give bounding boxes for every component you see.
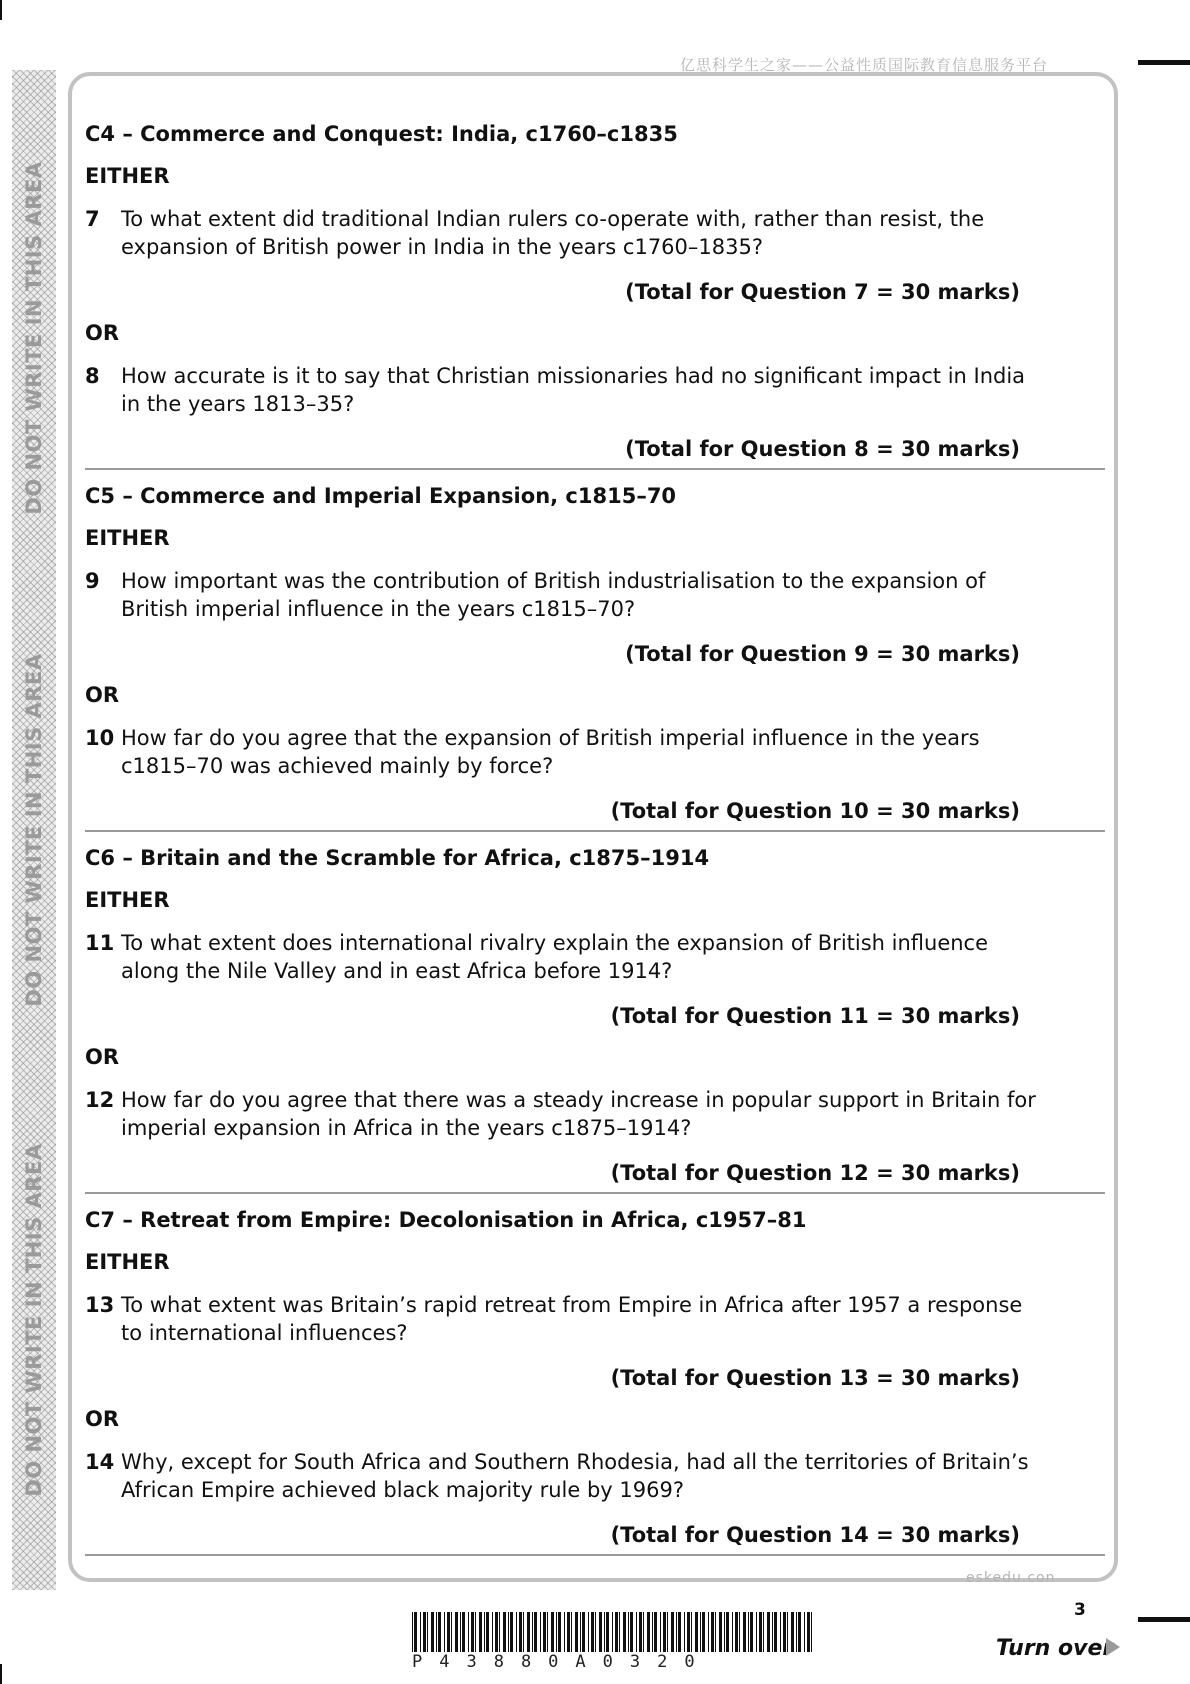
barcode-bar [492,1612,493,1652]
barcode-bar [499,1612,500,1652]
question-number: 12 [85,1088,115,1112]
barcode-bar [436,1612,437,1652]
question-item [85,356,1105,416]
barcode-bar [798,1612,801,1652]
barcode-bar [684,1612,685,1652]
crop-mark-top-right [1138,60,1190,65]
barcode-bar [540,1612,541,1652]
barcode-bar [756,1612,757,1652]
margin-notice-1: DO NOT WRITE IN THIS AREA [22,161,46,515]
barcode-bar [767,1612,770,1652]
barcode-bar [423,1612,426,1652]
barcode-bar [580,1612,581,1652]
barcode-bar [628,1612,629,1652]
watermark-top: 亿思科学生之家——公益性质国际教育信息服务平台 [680,56,1049,74]
barcode-bar [556,1612,557,1652]
barcode-bar [534,1612,537,1652]
barcode-bar [724,1612,725,1652]
barcode-bar [479,1612,482,1652]
question-list [85,108,1105,1556]
barcode-bar [774,1612,777,1652]
barcode-text: P43880A0320 [412,1652,712,1672]
barcode-bar [508,1612,509,1652]
barcode-bar [543,1612,546,1652]
barcode-bar [471,1612,474,1652]
barcode-bar [527,1612,530,1652]
barcode-bar [455,1612,458,1652]
barcode-bar [739,1612,740,1652]
question-item [85,1442,1105,1502]
barcode-bar [599,1612,602,1652]
barcode-bar [468,1612,469,1652]
barcode-bar [715,1612,716,1652]
either-label: EITHER [85,164,170,188]
barcode-bar [796,1612,797,1652]
barcode-bar [551,1612,554,1652]
barcode-bar [447,1612,450,1652]
barcode-bar [772,1612,773,1652]
barcode-bar [582,1612,585,1652]
barcode-bar [486,1612,489,1652]
barcode-bar [619,1612,620,1652]
barcode-bar [630,1612,633,1652]
barcode-bar [431,1612,434,1652]
barcode-bar [595,1612,596,1652]
barcode-bar [671,1612,674,1652]
barcode-bar [759,1612,762,1652]
question-number: 13 [85,1293,115,1317]
watermark-bottom: eskedu.con [966,1570,1056,1586]
barcode-bar [654,1612,657,1652]
barcode-bar [564,1612,565,1652]
either-label: EITHER [85,526,170,550]
barcode-bar [676,1612,677,1652]
barcode-bar [532,1612,533,1652]
barcode-bar [811,1612,812,1652]
question-item [85,1285,1105,1345]
barcode-bar [451,1612,452,1652]
question-number: 11 [85,931,115,955]
section [85,470,1105,832]
barcode-bar [558,1612,561,1652]
barcode-bar [735,1612,738,1652]
or-label: OR [85,1407,120,1431]
question-number: 14 [85,1450,115,1474]
or-label: OR [85,321,120,345]
question-number: 7 [85,207,100,231]
question-total-marks: (Total for Question 11 = 30 marks) [610,1004,1020,1028]
barcode-bar [523,1612,524,1652]
question-text: How far do you agree that there was a steady increase in popular support in Britain for imperial expansion in Africa in the years c1875–1914? [121,1088,1036,1140]
barcode-bar [807,1612,810,1652]
barcode-bar [748,1612,749,1652]
barcode-bar [783,1612,786,1652]
either-label: EITHER [85,888,170,912]
barcode-bar [750,1612,753,1652]
barcode-bar [643,1612,644,1652]
question-total-marks: (Total for Question 8 = 30 marks) [625,437,1020,461]
barcode-bar [695,1612,698,1652]
question-total-marks: (Total for Question 7 = 30 marks) [625,280,1020,304]
section [85,1194,1105,1556]
or-label: OR [85,683,120,707]
barcode-bar [612,1612,613,1652]
section [85,108,1105,470]
barcode-bar [510,1612,513,1652]
section-title: C7 – Retreat from Empire: Decolonisation in Africa, c1957–81 [85,1208,807,1232]
question-item [85,1080,1105,1140]
barcode-bar [519,1612,522,1652]
barcode-bar [588,1612,589,1652]
barcode-bar [495,1612,498,1652]
barcode-bar [615,1612,618,1652]
barcode-bar [732,1612,733,1652]
barcode-bar [427,1612,428,1652]
crop-mark-bottom-right [1138,1617,1190,1622]
barcode-bar [503,1612,506,1652]
margin-notice-2: DO NOT WRITE IN THIS AREA [22,653,46,1007]
barcode-bar [571,1612,572,1652]
barcode-bar [414,1612,417,1652]
barcode-bar [663,1612,666,1652]
barcode-bar [420,1612,421,1652]
barcode-bar [438,1612,441,1652]
question-text: To what extent was Britain’s rapid retreat from Empire in Africa after 1957 a response to international influences? [121,1293,1023,1345]
barcode-bar [460,1612,461,1652]
question-item [85,199,1105,259]
question-total-marks: (Total for Question 12 = 30 marks) [610,1161,1020,1185]
barcode-bar [604,1612,605,1652]
page-number: 3 [1074,1600,1086,1620]
barcode-bar [516,1612,517,1652]
question-total-marks: (Total for Question 10 = 30 marks) [610,799,1020,823]
section-title: C6 – Britain and the Scramble for Africa, c1875–1914 [85,846,710,870]
question-item [85,561,1105,621]
barcode-bar [575,1612,578,1652]
barcode-bar [660,1612,661,1652]
turn-over-arrow-icon [1106,1638,1120,1656]
barcode-bar [787,1612,788,1652]
question-number: 9 [85,569,100,593]
barcode-bar [667,1612,668,1652]
margin-notice-3: DO NOT WRITE IN THIS AREA [22,1143,46,1497]
barcode-bar [687,1612,690,1652]
barcode-bar [702,1612,705,1652]
barcode-bar [412,1612,413,1652]
barcode-bar [639,1612,642,1652]
question-text: How far do you agree that the expansion of British imperial influence in the years c1815–70 was achieved mainly by force? [121,726,980,778]
barcode-bar [652,1612,653,1652]
question-total-marks: (Total for Question 13 = 30 marks) [610,1366,1020,1390]
question-text: To what extent does international rivalry explain the expansion of British influence along the Nile Valley and in east Africa before 1914? [121,931,989,983]
barcode-bar [462,1612,465,1652]
turn-over-label: Turn over [996,1636,1114,1661]
question-item [85,923,1105,983]
barcode-bar [700,1612,701,1652]
question-text: How important was the contribution of British industrialisation to the expansion of British imperial influence in the years c1815–70? [121,569,986,621]
barcode-bar [743,1612,746,1652]
barcode-bar [567,1612,570,1652]
barcode-bar [547,1612,548,1652]
question-item [85,718,1105,778]
barcode-bar [647,1612,650,1652]
barcode-bar [591,1612,594,1652]
question-total-marks: (Total for Question 9 = 30 marks) [625,642,1020,666]
barcode-bar [444,1612,445,1652]
crop-mark-bottom-left [0,1664,2,1684]
barcode-bar [780,1612,781,1652]
question-number: 8 [85,364,100,388]
crop-mark-top-left [0,0,2,20]
barcode-bar [719,1612,722,1652]
section-divider [85,1554,1105,1556]
barcode-bar [708,1612,709,1652]
either-label: EITHER [85,1250,170,1274]
barcode-bar [606,1612,609,1652]
barcode-bar [484,1612,485,1652]
section [85,832,1105,1194]
question-text: Why, except for South Africa and Southern Rhodesia, had all the territories of Britain’s African Empire achieved black majority rule by 1969? [121,1450,1029,1502]
barcode-bar [678,1612,681,1652]
barcode-bar [711,1612,714,1652]
question-text: To what extent did traditional Indian rulers co-operate with, rather than resist, the expansion of British power in India in the years c1760–1835? [121,207,985,259]
barcode-bar [623,1612,626,1652]
section-title: C5 – Commerce and Imperial Expansion, c1815–70 [85,484,677,508]
question-total-marks: (Total for Question 14 = 30 marks) [610,1523,1020,1547]
barcode-bar [726,1612,729,1652]
barcode-bar [475,1612,476,1652]
barcode [412,1612,812,1652]
question-number: 10 [85,726,115,750]
barcode-bar [791,1612,794,1652]
or-label: OR [85,1045,120,1069]
barcode-bar [691,1612,692,1652]
barcode-bar [804,1612,805,1652]
barcode-bar [763,1612,764,1652]
question-text: How accurate is it to say that Christian missionaries had no significant impact in India in the years 1813–35? [121,364,1026,416]
barcode-bar [636,1612,637,1652]
section-title: C4 – Commerce and Conquest: India, c1760–c1835 [85,122,678,146]
